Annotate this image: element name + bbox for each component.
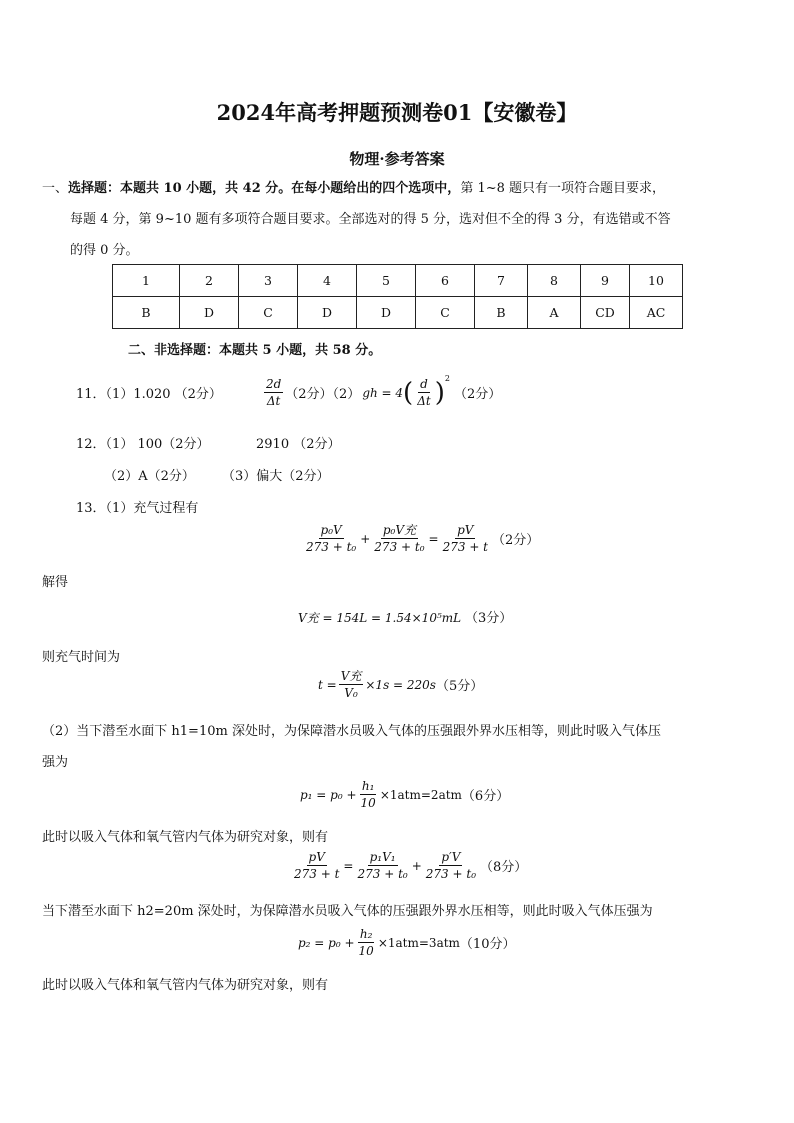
- score: （5分）: [435, 679, 484, 694]
- section1-bold-text: 选择题：本题共 10 小题，共 42 分。在每小题给出的四个选项中，: [68, 181, 461, 196]
- score: （10分）: [459, 937, 516, 952]
- section1-prefix: 一、: [42, 181, 69, 196]
- table-cell: A: [528, 297, 581, 329]
- q13-study1: 此时以吸入气体和氧气管内气体为研究对象，则有: [42, 830, 329, 845]
- fraction-numerator: pV: [308, 850, 325, 864]
- q13-intro: 13．（1）充气过程有: [76, 501, 199, 516]
- q11-mid: （2分）（2）: [285, 387, 361, 402]
- fraction: [355, 849, 409, 882]
- table-cell: C: [239, 297, 298, 329]
- fraction-denominator: 273 + t₀: [306, 540, 357, 554]
- score: （6分）: [461, 789, 510, 804]
- section1-rest-text: 第 1~8 题只有一项符合题目要求，: [460, 181, 666, 196]
- q13-equation-3: [318, 668, 483, 701]
- table-cell: 9: [581, 265, 630, 297]
- fraction-numerator: p₁V₁: [369, 850, 396, 864]
- section1-line3: 的得 0 分。: [70, 243, 139, 258]
- fraction-numerator: h₂: [359, 927, 373, 941]
- fraction-numerator: pV: [457, 523, 474, 537]
- fraction: [339, 668, 364, 701]
- equation-left: p₁ = p₀ +: [300, 787, 357, 802]
- q13-solve: 解得: [42, 575, 69, 590]
- table-cell: B: [475, 297, 528, 329]
- fraction-denominator: 10: [360, 796, 376, 810]
- fraction-numerator: V充: [340, 669, 362, 683]
- fraction-numerator: p₀V充: [382, 523, 416, 537]
- table-cell: CD: [581, 297, 630, 329]
- table-cell: 10: [630, 265, 683, 297]
- q13-equation-5: [290, 849, 527, 882]
- fraction-denominator: Δt: [417, 394, 431, 408]
- plus-sign: +: [411, 858, 422, 873]
- q13-equation-6: [298, 926, 515, 959]
- q13-part2-line1: （2）当下潜至水面下 h1=10m 深处时，为保障潜水员吸入气体的压强跟外界水压相等，则此时吸入气体压: [42, 724, 661, 739]
- answer-table: [112, 264, 683, 329]
- table-cell: 5: [357, 265, 416, 297]
- table-cell: D: [180, 297, 239, 329]
- q11-answer: [76, 376, 501, 409]
- fraction: [424, 849, 478, 882]
- section1-line1: [42, 177, 665, 196]
- table-cell: D: [298, 297, 357, 329]
- equation-left: p₂ = p₀ +: [298, 935, 355, 950]
- section2-heading: 二、非选择题：本题共 5 小题，共 58 分。: [128, 343, 382, 358]
- q11-end: （2分）: [453, 387, 502, 402]
- score: （2分）: [492, 533, 540, 548]
- fraction-denominator: 273 + t: [294, 867, 340, 881]
- fraction-denominator: 273 + t₀: [425, 867, 477, 881]
- table-cell: 6: [416, 265, 475, 297]
- q13-part2-line2: 强为: [42, 755, 69, 770]
- table-row-numbers: [113, 265, 683, 297]
- q11-exponent: 2: [444, 374, 450, 383]
- q13-study2: 此时以吸入气体和氧气管内气体为研究对象，则有: [42, 978, 329, 993]
- q13-part2-line3: 当下潜至水面下 h2=20m 深处时，为保障潜水员吸入气体的压强跟外界水压相等，则此时吸入气体压强为: [42, 904, 653, 919]
- q12-line2a: （2）A（2分）: [104, 469, 195, 484]
- score: （8分）: [480, 860, 528, 875]
- fraction-denominator: 10: [358, 944, 374, 958]
- table-row-answers: [113, 297, 683, 329]
- equation-right: ×1atm=3atm: [377, 935, 460, 950]
- equation-right: ×1s = 220s: [365, 677, 436, 692]
- page-subtitle: 物理·参考答案: [349, 150, 445, 168]
- fraction-numerator: p₀V: [320, 523, 342, 537]
- fraction-numerator: h₁: [361, 779, 375, 793]
- fraction-denominator: 273 + t: [442, 540, 489, 554]
- fraction-numerator: 2d: [265, 377, 282, 391]
- q13-time-intro: 则充气时间为: [42, 650, 121, 665]
- table-cell: 3: [239, 265, 298, 297]
- table-cell: 1: [113, 265, 180, 297]
- table-cell: 8: [528, 265, 581, 297]
- q11-fraction-1: [264, 376, 283, 409]
- section1-line2: 每题 4 分，第 9~10 题有多项符合题目要求。全部选对的得 5 分，选对但不全的得 3 分，有选错或不答: [70, 212, 671, 227]
- fraction: [441, 522, 490, 555]
- equation-text: V充 = 154L = 1.54×10⁵mL: [298, 611, 462, 625]
- left-paren: (: [403, 377, 414, 408]
- equation-right: ×1atm=2atm: [379, 787, 462, 802]
- q12-line2b: （3）偏大（2分）: [222, 469, 330, 484]
- q13-equation-2: [298, 607, 512, 626]
- fraction: [359, 778, 378, 811]
- table-cell: D: [357, 297, 416, 329]
- q12-line1b: 2910 （2分）: [256, 437, 341, 452]
- q12-line1a: 12．（1） 100（2分）: [76, 437, 210, 452]
- table-cell: 2: [180, 265, 239, 297]
- equals-sign: =: [343, 858, 354, 873]
- right-paren: ): [434, 377, 445, 408]
- fraction-denominator: Δt: [266, 394, 281, 408]
- page-title: 2024年高考押题预测卷01【安徽卷】: [216, 100, 578, 125]
- fraction-numerator: p′V: [441, 850, 461, 864]
- fraction: [357, 926, 376, 959]
- equals-sign: =: [428, 531, 439, 546]
- fraction: [304, 522, 358, 555]
- equation-left: t =: [318, 677, 337, 692]
- fraction-denominator: 273 + t₀: [374, 540, 425, 554]
- table-cell: 7: [475, 265, 528, 297]
- q13-equation-1: [302, 522, 539, 555]
- table-cell: AC: [630, 297, 683, 329]
- q11-label: 11．（1）1.020 （2分）: [76, 387, 222, 402]
- table-cell: C: [416, 297, 475, 329]
- plus-sign: +: [360, 531, 371, 546]
- q11-gh: gh = 4: [362, 385, 404, 400]
- fraction: [292, 849, 341, 882]
- fraction-numerator: d: [420, 377, 428, 391]
- table-cell: B: [113, 297, 180, 329]
- fraction-denominator: V₀: [344, 686, 358, 700]
- q11-fraction-2: [415, 376, 433, 409]
- table-cell: 4: [298, 265, 357, 297]
- score: （3分）: [464, 611, 513, 626]
- fraction: [372, 522, 426, 555]
- q13-equation-4: [300, 778, 509, 811]
- fraction-denominator: 273 + t₀: [357, 867, 408, 881]
